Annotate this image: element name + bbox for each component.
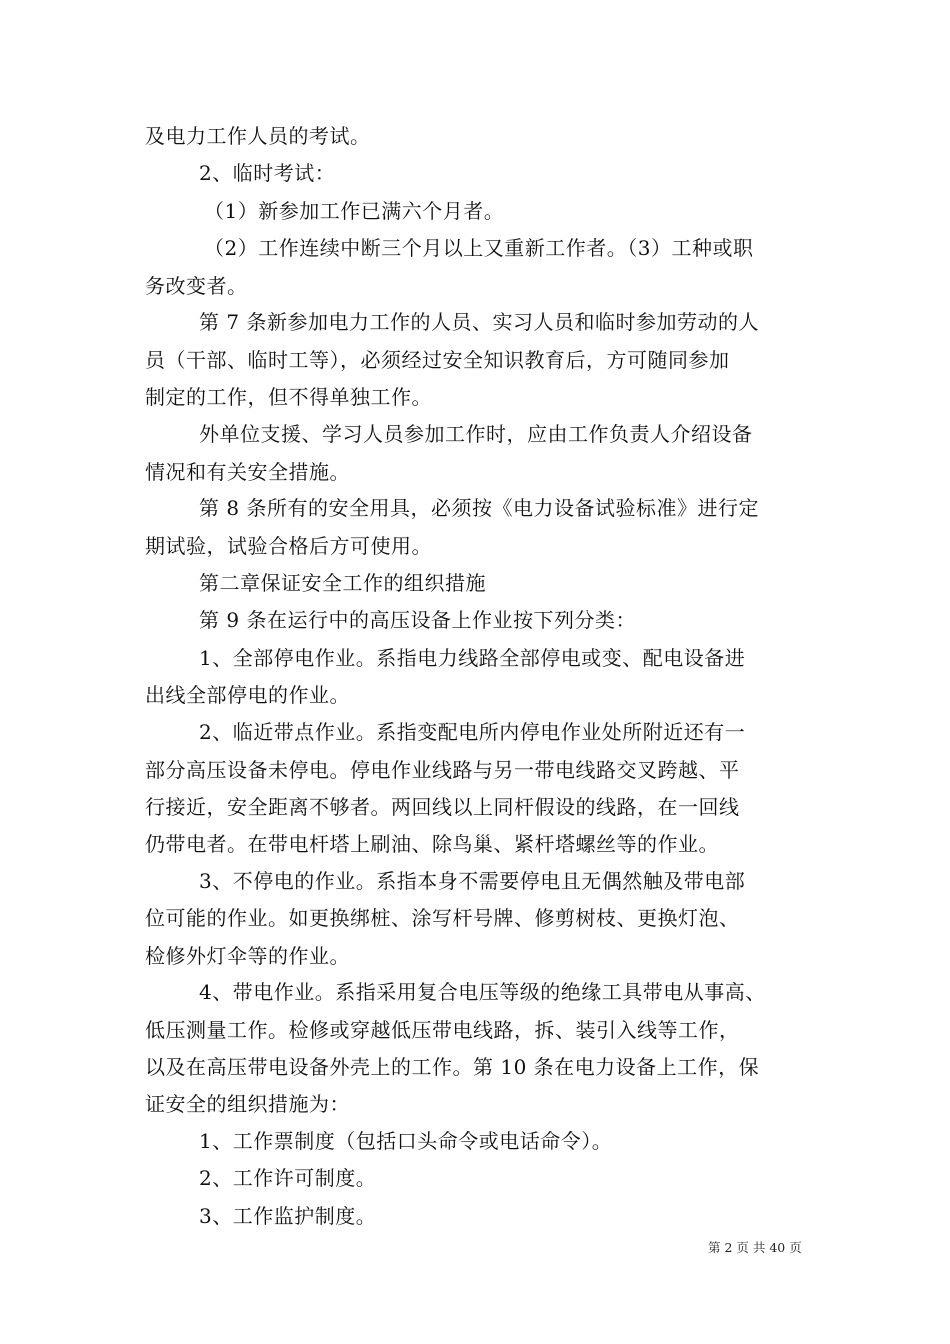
text-line: 位可能的作业。如更换绑桩、涂写杆号牌、修剪树枝、更换灯泡、: [145, 906, 740, 930]
text-line: （1）新参加工作已满六个月者。: [204, 199, 505, 223]
text-line: 3、不停电的作业。系指本身不需要停电且无偶然触及带电部: [199, 869, 746, 893]
text-line: 期试验，试验合格后方可使用。: [145, 534, 432, 558]
text-line: 证安全的组织措施为：: [145, 1092, 350, 1116]
text-line: 2、工作许可制度。: [199, 1166, 377, 1190]
text-line: 3、工作监护制度。: [199, 1204, 377, 1228]
text-line: 部分高压设备未停电。停电作业线路与另一带电线路交叉跨越、平: [145, 758, 740, 782]
text-line: 第 7 条新参加电力工作的人员、实习人员和临时参加劳动的人: [199, 310, 759, 334]
text-line: 出线全部停电的作业。: [145, 683, 350, 707]
text-line: 情况和有关安全措施。: [145, 460, 350, 484]
text-line: 2、临时考试：: [199, 161, 336, 185]
text-line: 第 9 条在运行中的高压设备上作业按下列分类：: [199, 608, 636, 632]
text-line: 低压测量工作。检修或穿越低压带电线路，拆、装引入线等工作，: [145, 1018, 740, 1042]
text-line: 4、带电作业。系指采用复合电压等级的绝缘工具带电从事高、: [199, 980, 766, 1004]
text-line: 检修外灯伞等的作业。: [145, 944, 350, 968]
text-line: 务改变者。: [145, 274, 248, 298]
text-line: 1、工作票制度（包括口头命令或电话命令）。: [199, 1129, 613, 1153]
text-line: 第 8 条所有的安全用具，必须按《电力设备试验标准》进行定: [199, 496, 759, 520]
text-line: 2、临近带点作业。系指变配电所内停电作业处所附近还有一: [199, 720, 746, 744]
page-number-footer: 第 2 页 共 40 页: [708, 1240, 802, 1255]
text-line: 及电力工作人员的考试。: [145, 124, 371, 148]
chapter-heading: 第二章保证安全工作的组织措施: [199, 571, 486, 595]
text-line: （2）工作连续中断三个月以上又重新工作者。（3）工种或职: [204, 236, 754, 260]
text-line: 员（干部、临时工等），必须经过安全知识教育后，方可随同参加: [145, 348, 730, 372]
text-line: 以及在高压带电设备外壳上的工作。第 10 条在电力设备上工作，保: [145, 1055, 760, 1079]
text-line: 外单位支援、学习人员参加工作时，应由工作负责人介绍设备: [199, 422, 753, 446]
text-line: 仍带电者。在带电杆塔上刷油、除鸟巢、紧杆塔螺丝等的作业。: [145, 832, 719, 856]
text-line: 制定的工作，但不得单独工作。: [145, 385, 432, 409]
text-line: 行接近，安全距离不够者。两回线以上同杆假设的线路，在一回线: [145, 795, 740, 819]
text-line: 1、全部停电作业。系指电力线路全部停电或变、配电设备进: [199, 646, 746, 670]
